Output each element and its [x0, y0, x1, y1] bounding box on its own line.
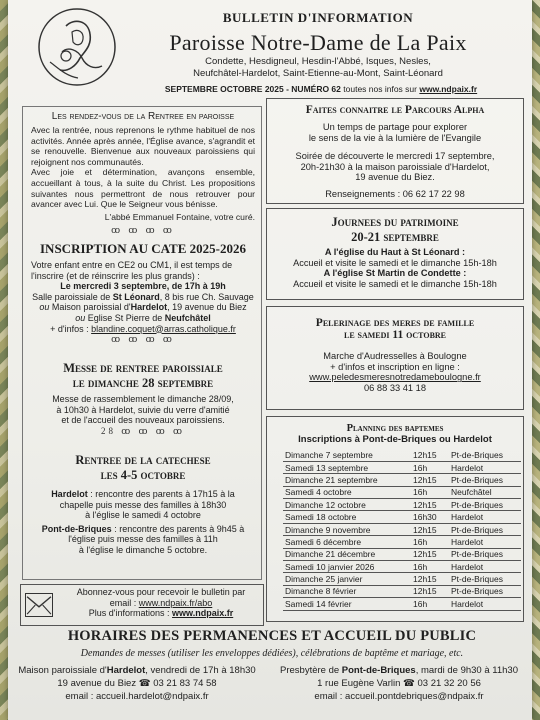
bapteme-row [283, 474, 521, 486]
bapteme-date: Dimanche 9 novembre [283, 523, 411, 535]
bapteme-date: Samedi 6 décembre [283, 536, 411, 548]
alpha-line-2: le sens de la vie à la lumière de l'Evangile [308, 132, 482, 143]
catechese-hardelot: Hardelot : rencontre des parents à 17h15 à la [51, 489, 235, 499]
bapteme-place: Pt-de-Briques [449, 474, 521, 486]
messe-section [31, 361, 255, 437]
patrimoine-event-2: A l'église St Martin de Condette : [323, 268, 467, 279]
alpha-line-1: Un temps de partage pour explorer [322, 122, 468, 132]
cate-info: + d'infos : blandine.coquet@arras.catholique.fr [50, 323, 236, 334]
bapteme-time: 12h15 [411, 585, 449, 597]
bapteme-date: Dimanche 21 décembre [283, 548, 411, 560]
permanence-hardelot [12, 664, 262, 703]
bapteme-place: Hardelot [449, 511, 521, 523]
pelerinage-phone: 06 88 33 41 18 [363, 382, 427, 393]
bapteme-date: Dimanche 8 février [283, 585, 411, 597]
cate-date: Le mercredi 3 septembre, de 17h à 19h [60, 281, 226, 292]
bapteme-time: 16h [411, 536, 449, 548]
bapteme-row [283, 585, 521, 597]
permanences-title: HORAIRES DES PERMANENCES ET ACCUEIL DU PUBLIC [67, 628, 477, 644]
bapteme-row [283, 598, 521, 610]
bapteme-place: Hardelot [449, 461, 521, 473]
baptemes-table [283, 449, 521, 611]
messe-title: Messe de rentree paroissiale [63, 361, 223, 375]
messe-line-3: et de l'accueil des nouveaux paroissiens. [61, 415, 225, 426]
catechese-pont: Pont-de-Briques : rencontre des parents à 9h45 à [41, 523, 245, 534]
alpha-title: Faites connaitre le Parcours Alpha [305, 104, 485, 116]
alpha-contact: Renseignements : 06 62 17 22 98 [325, 188, 465, 199]
catechese-date-title: les 4-5 octobre [100, 468, 186, 482]
bapteme-date: Samedi 10 janvier 2026 [283, 561, 411, 573]
baptemes-subtitle: Inscriptions à Pont-de-Briques ou Hardelot [298, 434, 492, 445]
madonna-logo-icon [36, 6, 118, 88]
cate-email-link[interactable]: blandine.coquet@arras.catholique.fr [91, 323, 236, 334]
bapteme-place: Hardelot [449, 536, 521, 548]
pont-hours: Presbytère de Pont-de-Briques, mardi de 9h30 à 11h30 [280, 665, 518, 676]
bapteme-row [283, 536, 521, 548]
bapteme-time: 12h15 [411, 449, 449, 461]
rentree-signature: L'abbé Emmanuel Fontaine, votre curé. [104, 211, 255, 222]
bapteme-row [283, 486, 521, 498]
parish-title: Paroisse Notre-Dame de La Paix [169, 30, 467, 55]
bapteme-date: Dimanche 12 octobre [283, 499, 411, 511]
pelerinage-title: Pelerinage des meres de famille [315, 317, 475, 329]
email-icon [25, 593, 53, 617]
pelerinage-link[interactable]: www.peledesmeresnotredameboulogne.fr [309, 372, 481, 383]
bapteme-place: Pt-de-Briques [449, 523, 521, 535]
bapteme-time: 12h15 [411, 523, 449, 535]
bapteme-date: Dimanche 7 septembre [283, 449, 411, 461]
bulletin-heading: BULLETIN D'INFORMATION [222, 10, 414, 25]
subscribe-link[interactable]: www.ndpaix.fr/abo [138, 597, 213, 608]
rentree-paragraph-2: Avec joie et détermination, avançons ensemble, accueillant à tous, à la suite du Christ. Les propositions suivantes nous permettront de nous retrouver pour avancer avec Lui. Que le Seigneur vous bénisse. [31, 167, 255, 210]
cate-place-2: ou Maison paroissial d'Hardelot, 19 avenue du Biez [39, 302, 247, 313]
bapteme-row [283, 511, 521, 523]
baptemes-box [266, 416, 524, 622]
places-line-1: Condette, Hesdigneul, Hesdin-l'Abbé, Isques, Nesles, [205, 56, 431, 67]
alpha-box [266, 98, 524, 204]
ornament-divider-28: 28 ꝏ ꝏ ꝏ ꝏ [101, 425, 185, 436]
bapteme-place: Neufchâtel [449, 486, 521, 498]
patrimoine-title: Journees du patrimoine [331, 215, 459, 229]
hardelot-address: 19 avenue du Biez ☎ 03 21 83 74 58 [57, 678, 217, 689]
bapteme-row [283, 449, 521, 461]
bapteme-row [283, 561, 521, 573]
ornament-divider: ꝏ ꝏ ꝏ ꝏ [111, 334, 175, 345]
alpha-line-3: Soirée de découverte le mercredi 17 septembre, [295, 151, 495, 162]
cate-place-3: ou Eglise St Pierre de Neufchâtel [75, 312, 211, 323]
bapteme-time: 16h [411, 486, 449, 498]
messe-line-2: à 10h30 à Hardelot, suivie du verre d'amitié [56, 404, 230, 415]
bapteme-time: 16h [411, 461, 449, 473]
pont-email[interactable]: email : accueil.pontdebriques@ndpaix.fr [314, 691, 484, 702]
bapteme-date: Samedi 4 octobre [283, 486, 411, 498]
cate-line-1: Votre enfant entre en CE2 ou CM1, il est temps de [31, 260, 233, 270]
bapteme-place: Pt-de-Briques [449, 449, 521, 461]
cate-place-1: Salle paroissiale de St Léonard, 8 bis rue Ch. Sauvage [32, 291, 254, 302]
left-column [22, 106, 262, 580]
pont-address: 1 rue Eugène Varlin ☎ 03 21 32 20 56 [317, 678, 481, 689]
rentree-paragraph-1: Avec la rentrée, nous reprenons le rythme habituel de nos activités. Année après année, l'Église avance, s'agrandit et se renouvelle. Bienvenue aux nouveaux paroissiens qui rejoignent nos communautés. [31, 125, 255, 167]
bapteme-time: 16h [411, 598, 449, 610]
bapteme-row [283, 548, 521, 560]
bapteme-time: 12h15 [411, 474, 449, 486]
pelerinage-date: le samedi 11 octobre [343, 329, 447, 341]
bapteme-row [283, 523, 521, 535]
rentree-title: Les rendez-vous de la Rentree en paroisse [51, 111, 235, 122]
subscribe-line-1: Abonnez-vous pour recevoir le bulletin par [76, 587, 246, 597]
catechese-hardelot-3: à l'église le samedi 4 octobre [85, 510, 201, 521]
alpha-line-4: 20h-21h30 à la maison paroissiale d'Hardelot, [300, 161, 490, 172]
issue-line [126, 84, 516, 94]
patrimoine-event-2-detail: Accueil et visite le samedi et le dimanche 15h-18h [293, 278, 497, 289]
subscribe-box [20, 584, 264, 626]
permanence-pont-de-briques [274, 664, 524, 703]
bapteme-place: Pt-de-Briques [449, 499, 521, 511]
bapteme-date: Dimanche 25 janvier [283, 573, 411, 585]
bapteme-date: Samedi 14 février [283, 598, 411, 610]
catechese-pont-3: à l'église le dimanche 5 octobre. [78, 544, 208, 555]
messe-date-title: le dimanche 28 septembre [72, 376, 214, 390]
bapteme-date: Dimanche 21 septembre [283, 474, 411, 486]
bapteme-place: Pt-de-Briques [449, 573, 521, 585]
bapteme-date: Samedi 13 septembre [283, 461, 411, 473]
patrimoine-box [266, 208, 524, 300]
catechese-pont-2: l'église puis messe des familles à 11h [68, 534, 218, 545]
ornament-divider: ꝏ ꝏ ꝏ ꝏ [111, 225, 175, 236]
catechese-section [31, 453, 255, 556]
bapteme-place: Pt-de-Briques [449, 585, 521, 597]
cate-title: INSCRIPTION AU CATE 2025-2026 [40, 241, 246, 256]
catechese-title: Rentree de la catechese [75, 453, 211, 467]
subscribe-line-3: Plus d'informations : www.ndpaix.fr [88, 608, 234, 619]
bapteme-row [283, 461, 521, 473]
parish-places [128, 56, 508, 80]
bulletin-page [8, 0, 532, 720]
patrimoine-event-1: A l'église du Haut à St Léonard : [324, 247, 466, 257]
bapteme-time: 12h15 [411, 548, 449, 560]
messe-line-1: Messe de rassemblement le dimanche 28/09, [52, 394, 234, 404]
issue-more-text: toutes nos infos sur [343, 84, 417, 94]
places-line-2: Neufchâtel-Hardelot, Saint-Etienne-au-Mont, Saint-Léonard [193, 68, 443, 79]
baptemes-title: Planning des baptemes [346, 423, 444, 434]
pelerinage-box [266, 306, 524, 410]
bapteme-time: 12h15 [411, 573, 449, 585]
bapteme-place: Pt-de-Briques [449, 548, 521, 560]
bapteme-row [283, 499, 521, 511]
bapteme-time: 12h15 [411, 499, 449, 511]
bapteme-place: Hardelot [449, 561, 521, 573]
permanences-subtitle: Demandes de messes (utiliser les enveloppes dédiées), célébrations de baptême et mariage, etc. [80, 648, 464, 659]
subscribe-line-2: email : www.ndpaix.fr/abo [109, 597, 213, 608]
bapteme-date: Samedi 18 octobre [283, 511, 411, 523]
issue-site-link[interactable]: www.ndpaix.fr [419, 84, 478, 94]
hardelot-email[interactable]: email : accueil.hardelot@ndpaix.fr [65, 691, 209, 702]
bapteme-place: Hardelot [449, 598, 521, 610]
patrimoine-date: 20-21 septembre [351, 230, 439, 244]
alpha-line-5: 19 avenue du Biez. [355, 172, 435, 183]
bapteme-time: 16h [411, 561, 449, 573]
cate-line-2: l'inscrire (et de réinscrire les plus grands) : [31, 270, 200, 281]
pelerinage-line-2: + d'infos et inscription en ligne : [330, 361, 460, 372]
patrimoine-event-1-detail: Accueil et visite le samedi et le dimanche 15h-18h [293, 257, 497, 268]
pelerinage-line-1: Marche d'Audresselles à Boulogne [323, 351, 467, 361]
cate-section [31, 241, 255, 345]
bapteme-row [283, 573, 521, 585]
catechese-hardelot-2: chapelle puis messe des familles à 18h30 [59, 499, 227, 510]
bapteme-time: 16h30 [411, 511, 449, 523]
rentree-section [31, 111, 255, 236]
site-link[interactable]: www.ndpaix.fr [172, 608, 234, 619]
hardelot-hours: Maison paroissiale d'Hardelot, vendredi de 17h à 18h30 [18, 665, 256, 676]
issue-number: SEPTEMBRE OCTOBRE 2025 - NUMÉRO 62 [164, 84, 341, 94]
